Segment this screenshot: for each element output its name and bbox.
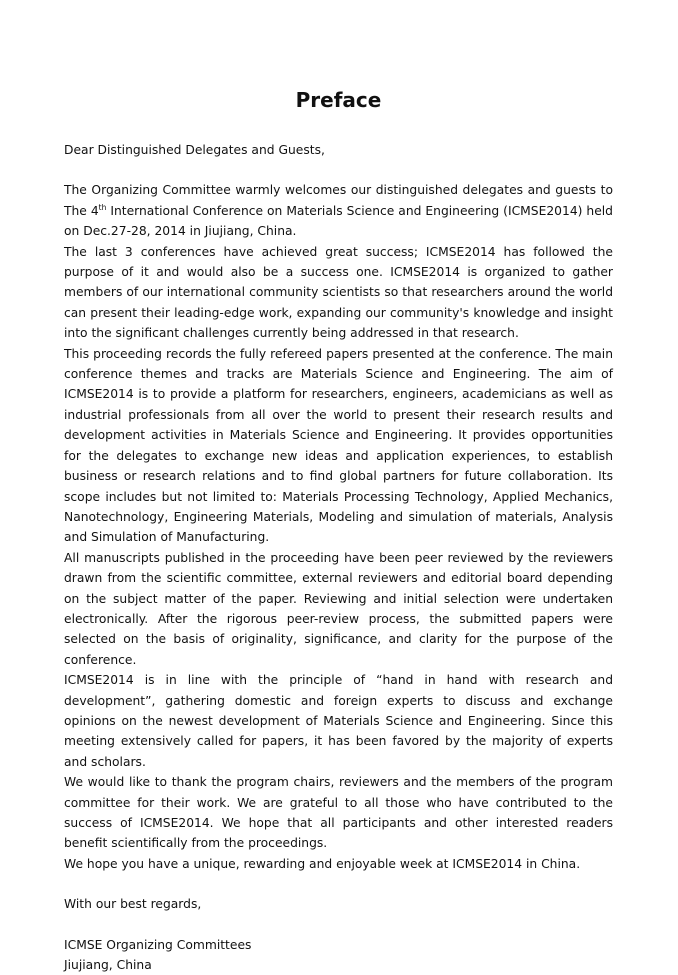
- paragraph-welcome-text-a: The Organizing Committee warmly welcomes our distinguished delegates and guests to The 4: [64, 183, 613, 218]
- paragraph-thanks: We would like to thank the program chairs, reviewers and the members of the program committee for their work. We are grateful to all those who have contributed to the success of ICMSE2014. We hope that all participants and other interested readers benefit scientifically from the proceedings.: [64, 775, 613, 851]
- paragraph-principle: ICMSE2014 is in line with the principle of “hand in hand with research and development”, gathering domestic and foreign experts to discuss and exchange opinions on the newest development of Materials Science and Engineering. Since this meeting extensively called for papers, it has been favored by the majority of experts and scholars.: [64, 673, 613, 769]
- signature-location: Jiujiang, China: [64, 958, 152, 973]
- preface-page: [64, 86, 613, 975]
- page-title: Preface: [295, 88, 382, 112]
- ordinal-suffix: th: [98, 202, 107, 212]
- signature-organization: ICMSE Organizing Committees: [64, 937, 252, 952]
- paragraph-scope: This proceeding records the fully refereed papers presented at the conference. The main conference themes and tracks are Materials Science and Engineering. The aim of ICMSE2014 is to provide a platform for researchers, engineers, academicians as well as industrial professionals from all over the world to present their research results and development activities in Materials Science and Engineering. It provides opportunities for the delegates to exchange new ideas and application experiences, to establish business or research relations and to find global partners for future collaboration. Its scope includes but not limited to: Materials Processing Technology, Applied Mechanics, Nanotechnology, Engineering Materials, Modeling and simulation of materials, Analysis and Simulation of Manufacturing.: [64, 346, 613, 545]
- paragraph-wishes: We hope you have a unique, rewarding and enjoyable week at ICMSE2014 in China.: [64, 856, 581, 871]
- paragraph-history: The last 3 conferences have achieved great success; ICMSE2014 has followed the purpose of it and would also be a success one. ICMSE2014 is organized to gather members of our international community scientists so that researchers around the world can present their leading-edge work, expanding our community's knowledge and insight into the significant challenges currently being addressed in that research.: [64, 244, 613, 341]
- closing-line: With our best regards,: [64, 897, 202, 912]
- paragraph-welcome: [64, 180, 613, 241]
- greeting: Dear Distinguished Delegates and Guests,: [64, 143, 325, 157]
- paragraph-review: All manuscripts published in the proceeding have been peer reviewed by the reviewers drawn from the scientific committee, external reviewers and editorial board depending on the subject matter of the paper. Reviewing and initial selection were undertaken electronically. After the rigorous peer-review process, the submitted papers were selected on the basis of originality, significance, and clarity for the purpose of the conference.: [64, 550, 613, 667]
- paragraph-welcome-text-b: International Conference on Materials Science and Engineering (ICMSE2014) held on Dec.27-28, 2014 in Jiujiang, China.: [64, 203, 613, 239]
